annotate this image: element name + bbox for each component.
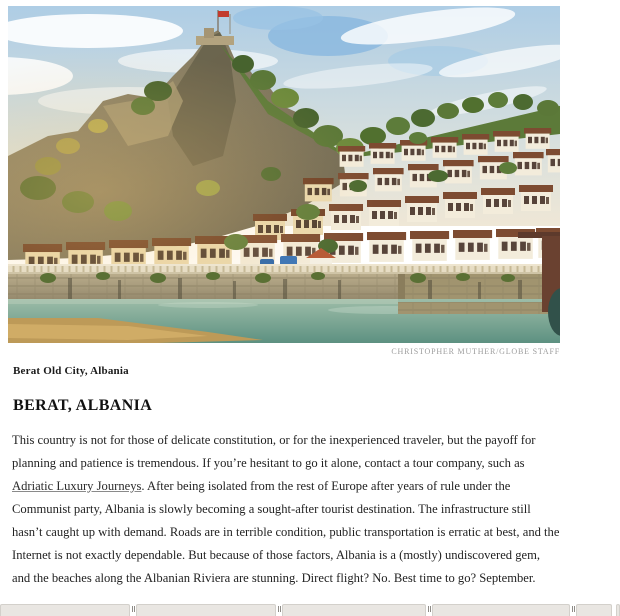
- strip-cell[interactable]: [136, 604, 276, 616]
- bottom-table-strip: [0, 604, 620, 614]
- strip-cell[interactable]: [0, 604, 130, 616]
- strip-cell[interactable]: [576, 604, 612, 616]
- river: [8, 299, 560, 343]
- article-photo: [8, 6, 560, 343]
- section-heading: BERAT, ALBANIA: [13, 397, 153, 414]
- warm-light-overlay: [8, 36, 468, 276]
- strip-cell[interactable]: [432, 604, 570, 616]
- paragraph-text-before-link: This country is not for those of delicate constitution, or for the inexperienced traveler, but the payoff for planning and patience is tremendous. If you’re hesitant to go it alone, contact a tour company, such as: [12, 433, 536, 470]
- photo-caption: Berat Old City, Albania: [13, 365, 129, 377]
- article-paragraph: [12, 429, 560, 590]
- adriatic-luxury-journeys-link[interactable]: Adriatic Luxury Journeys: [12, 479, 142, 493]
- berat-photo-illustration: [8, 6, 560, 343]
- strip-cell[interactable]: [282, 604, 426, 616]
- strip-cell[interactable]: [616, 604, 620, 616]
- photo-credit: CHRISTOPHER MUTHER/GLOBE STAFF: [391, 347, 560, 356]
- red-flag: [218, 11, 229, 17]
- paragraph-text-after-link: . After being isolated from the rest of Europe after years of rule under the Communist party, Albania is slowly becoming a sought-after tourist destination. The infrastructure still hasn’t caught up with demand. Roads are in terrible condition, public transportation is erratic at best, and the Internet is not exactly dependable. But because of those factors, Albania is a (mostly) undiscovered gem, and the beaches along the Albanian Riviera are stunning. Direct flight? No. Best time to go? September.: [12, 479, 560, 585]
